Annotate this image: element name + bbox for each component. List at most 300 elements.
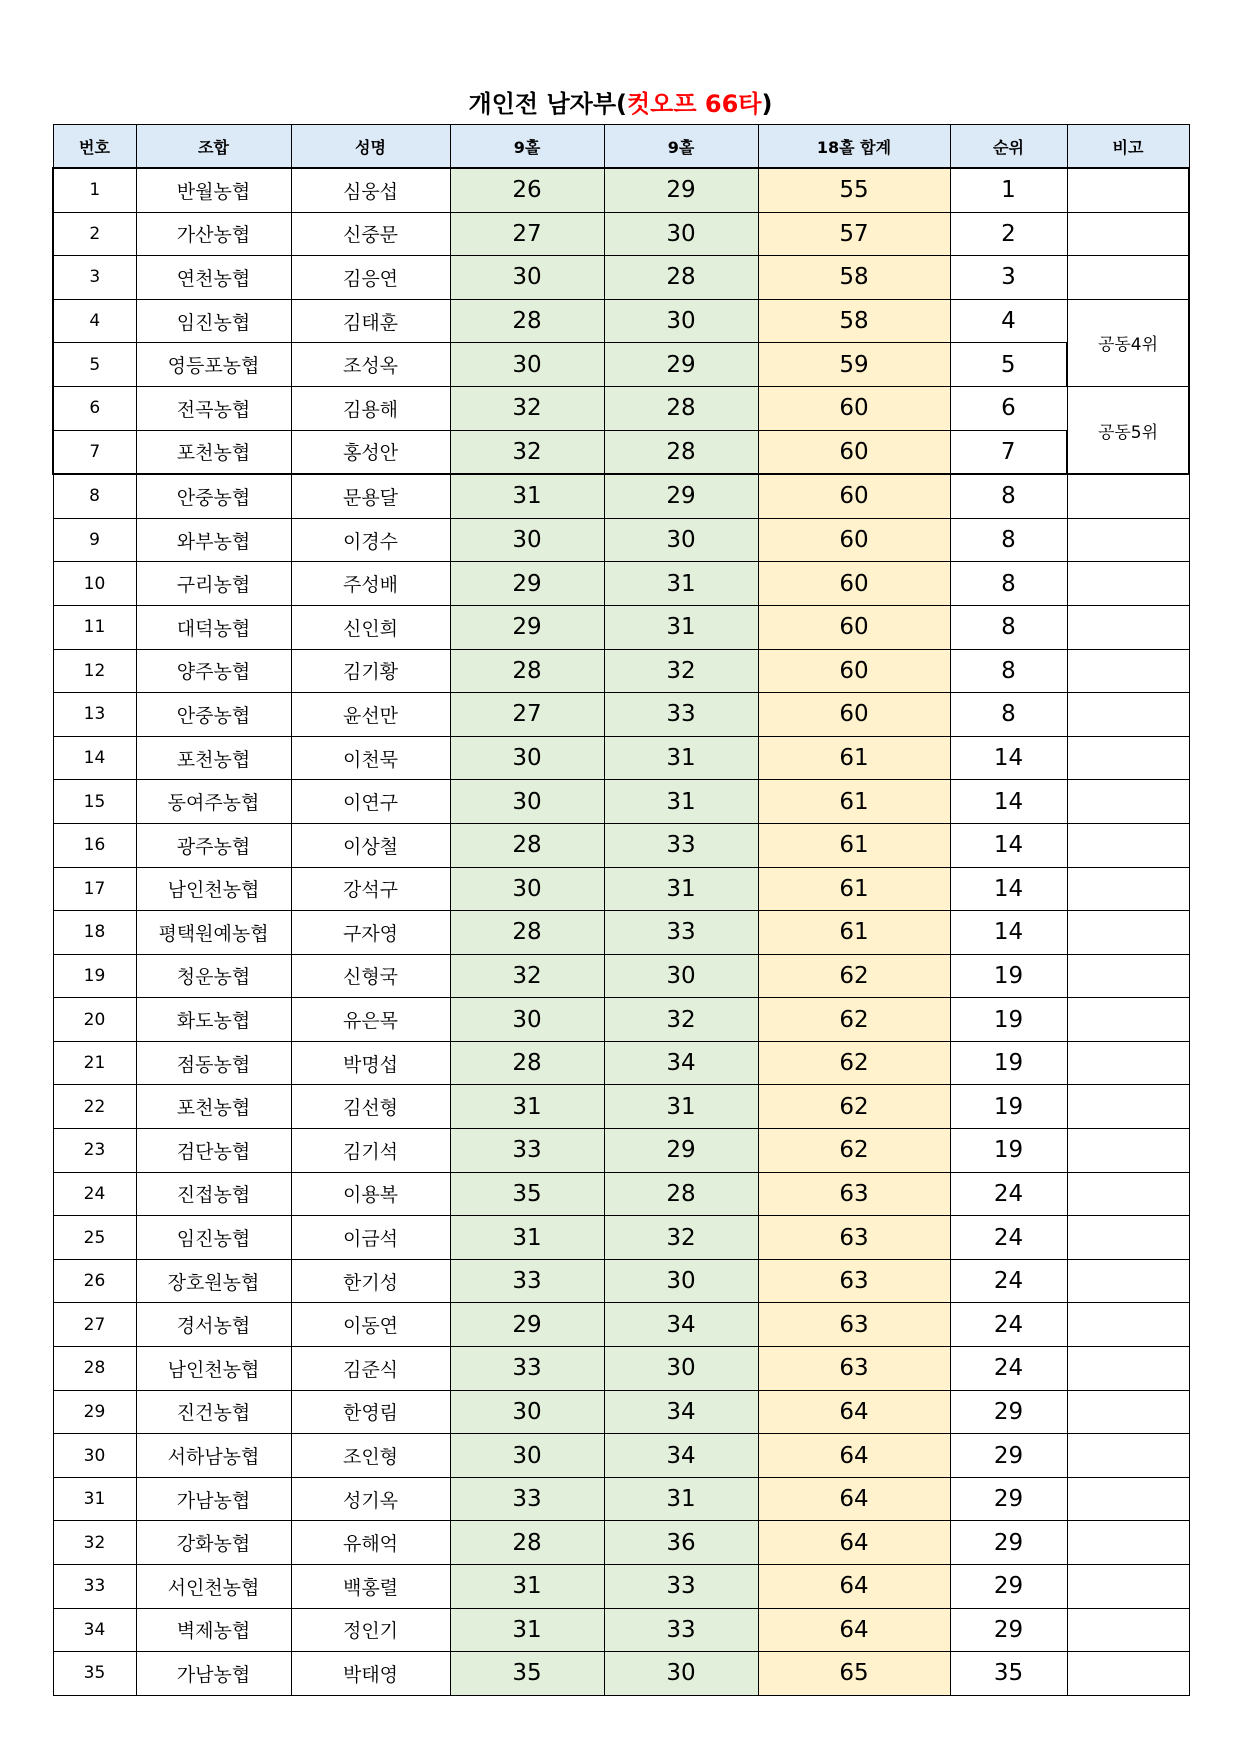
row-number: 34 bbox=[53, 1608, 136, 1652]
row-note bbox=[1067, 911, 1189, 955]
row-name: 김준식 bbox=[291, 1347, 450, 1391]
row-back-nine: 33 bbox=[604, 911, 758, 955]
row-number: 13 bbox=[53, 693, 136, 737]
row-name: 심웅섭 bbox=[291, 168, 450, 212]
row-club: 벽제농협 bbox=[136, 1608, 291, 1652]
row-back-nine: 34 bbox=[604, 1303, 758, 1347]
row-name: 주성배 bbox=[291, 562, 450, 606]
row-name: 김응연 bbox=[291, 256, 450, 300]
row-front-nine: 30 bbox=[450, 736, 604, 780]
row-back-nine: 29 bbox=[604, 1129, 758, 1173]
row-back-nine: 31 bbox=[604, 867, 758, 911]
row-name: 이금석 bbox=[291, 1216, 450, 1260]
row-note bbox=[1067, 605, 1189, 649]
page-title bbox=[0, 84, 1241, 119]
row-rank: 8 bbox=[950, 693, 1067, 737]
row-total: 61 bbox=[758, 911, 950, 955]
row-number: 29 bbox=[53, 1390, 136, 1434]
row-back-nine: 28 bbox=[604, 430, 758, 474]
row-note bbox=[1067, 474, 1189, 518]
row-note bbox=[1067, 518, 1189, 562]
row-total: 58 bbox=[758, 299, 950, 343]
row-club: 포천농협 bbox=[136, 430, 291, 474]
row-name: 김기황 bbox=[291, 649, 450, 693]
row-club: 안중농협 bbox=[136, 474, 291, 518]
row-name: 한기성 bbox=[291, 1259, 450, 1303]
row-note bbox=[1067, 562, 1189, 606]
row-number: 19 bbox=[53, 954, 136, 998]
row-front-nine: 28 bbox=[450, 823, 604, 867]
title-suffix: ) bbox=[761, 90, 773, 118]
row-rank: 1 bbox=[950, 168, 1067, 212]
row-total: 61 bbox=[758, 823, 950, 867]
row-total: 60 bbox=[758, 605, 950, 649]
row-name: 문용달 bbox=[291, 474, 450, 518]
row-name: 박명섭 bbox=[291, 1041, 450, 1085]
row-front-nine: 31 bbox=[450, 1608, 604, 1652]
row-total: 63 bbox=[758, 1347, 950, 1391]
row-total: 57 bbox=[758, 212, 950, 256]
table-row bbox=[53, 518, 1189, 562]
table-row bbox=[53, 1129, 1189, 1173]
row-back-nine: 31 bbox=[604, 780, 758, 824]
row-note bbox=[1067, 693, 1189, 737]
row-name: 유은목 bbox=[291, 998, 450, 1042]
row-front-nine: 27 bbox=[450, 693, 604, 737]
row-number: 35 bbox=[53, 1652, 136, 1696]
row-back-nine: 28 bbox=[604, 1172, 758, 1216]
row-back-nine: 29 bbox=[604, 343, 758, 387]
row-name: 이경수 bbox=[291, 518, 450, 562]
row-number: 21 bbox=[53, 1041, 136, 1085]
row-rank: 19 bbox=[950, 1041, 1067, 1085]
table-row bbox=[53, 823, 1189, 867]
row-rank: 29 bbox=[950, 1608, 1067, 1652]
row-rank: 14 bbox=[950, 780, 1067, 824]
row-front-nine: 28 bbox=[450, 1521, 604, 1565]
row-rank: 8 bbox=[950, 518, 1067, 562]
row-back-nine: 31 bbox=[604, 562, 758, 606]
row-note bbox=[1067, 1041, 1189, 1085]
row-rank: 24 bbox=[950, 1347, 1067, 1391]
row-front-nine: 28 bbox=[450, 299, 604, 343]
row-total: 60 bbox=[758, 430, 950, 474]
row-rank: 24 bbox=[950, 1303, 1067, 1347]
row-name: 김용해 bbox=[291, 386, 450, 430]
row-total: 61 bbox=[758, 780, 950, 824]
table-row bbox=[53, 474, 1189, 518]
row-name: 김선형 bbox=[291, 1085, 450, 1129]
row-club: 동여주농협 bbox=[136, 780, 291, 824]
header-number: 번호 bbox=[53, 125, 136, 169]
row-back-nine: 33 bbox=[604, 823, 758, 867]
row-note bbox=[1067, 1477, 1189, 1521]
row-club: 양주농협 bbox=[136, 649, 291, 693]
row-total: 63 bbox=[758, 1303, 950, 1347]
row-total: 59 bbox=[758, 343, 950, 387]
row-name: 백홍렬 bbox=[291, 1565, 450, 1609]
row-total: 62 bbox=[758, 998, 950, 1042]
table-row bbox=[53, 736, 1189, 780]
row-total: 60 bbox=[758, 386, 950, 430]
row-back-nine: 34 bbox=[604, 1434, 758, 1478]
row-number: 16 bbox=[53, 823, 136, 867]
row-number: 9 bbox=[53, 518, 136, 562]
row-front-nine: 29 bbox=[450, 605, 604, 649]
table-row bbox=[53, 1041, 1189, 1085]
table-row bbox=[53, 1085, 1189, 1129]
table-row bbox=[53, 212, 1189, 256]
row-note bbox=[1067, 954, 1189, 998]
row-front-nine: 35 bbox=[450, 1172, 604, 1216]
row-total: 64 bbox=[758, 1390, 950, 1434]
row-total: 63 bbox=[758, 1216, 950, 1260]
row-name: 신인희 bbox=[291, 605, 450, 649]
row-total: 64 bbox=[758, 1565, 950, 1609]
row-total: 62 bbox=[758, 1041, 950, 1085]
row-front-nine: 30 bbox=[450, 780, 604, 824]
row-club: 남인천농협 bbox=[136, 867, 291, 911]
row-back-nine: 33 bbox=[604, 693, 758, 737]
row-note bbox=[1067, 1172, 1189, 1216]
row-name: 이동연 bbox=[291, 1303, 450, 1347]
row-name: 정인기 bbox=[291, 1608, 450, 1652]
row-name: 조성옥 bbox=[291, 343, 450, 387]
row-note bbox=[1067, 1085, 1189, 1129]
row-total: 55 bbox=[758, 168, 950, 212]
table-row bbox=[53, 1565, 1189, 1609]
row-rank: 14 bbox=[950, 736, 1067, 780]
row-note bbox=[1067, 867, 1189, 911]
row-rank: 5 bbox=[950, 343, 1067, 387]
header-total: 18홀 합계 bbox=[758, 125, 950, 169]
row-club: 대덕농협 bbox=[136, 605, 291, 649]
row-number: 17 bbox=[53, 867, 136, 911]
row-rank: 29 bbox=[950, 1565, 1067, 1609]
table-row bbox=[53, 256, 1189, 300]
table-row bbox=[53, 998, 1189, 1042]
row-back-nine: 30 bbox=[604, 1259, 758, 1303]
row-front-nine: 33 bbox=[450, 1347, 604, 1391]
table-row bbox=[53, 693, 1189, 737]
row-number: 14 bbox=[53, 736, 136, 780]
row-total: 60 bbox=[758, 562, 950, 606]
row-note bbox=[1067, 998, 1189, 1042]
row-total: 61 bbox=[758, 736, 950, 780]
table-row bbox=[53, 954, 1189, 998]
row-number: 1 bbox=[53, 168, 136, 212]
row-name: 이용복 bbox=[291, 1172, 450, 1216]
table-row bbox=[53, 1652, 1189, 1696]
row-front-nine: 27 bbox=[450, 212, 604, 256]
row-number: 4 bbox=[53, 299, 136, 343]
row-total: 64 bbox=[758, 1477, 950, 1521]
row-front-nine: 28 bbox=[450, 649, 604, 693]
row-rank: 3 bbox=[950, 256, 1067, 300]
row-note bbox=[1067, 1652, 1189, 1696]
row-club: 장호원농협 bbox=[136, 1259, 291, 1303]
row-total: 64 bbox=[758, 1608, 950, 1652]
row-back-nine: 31 bbox=[604, 1085, 758, 1129]
row-name: 조인형 bbox=[291, 1434, 450, 1478]
row-name: 김태훈 bbox=[291, 299, 450, 343]
row-club: 평택원예농협 bbox=[136, 911, 291, 955]
row-club: 강화농협 bbox=[136, 1521, 291, 1565]
row-rank: 14 bbox=[950, 867, 1067, 911]
row-front-nine: 30 bbox=[450, 867, 604, 911]
row-front-nine: 30 bbox=[450, 343, 604, 387]
row-front-nine: 26 bbox=[450, 168, 604, 212]
table-row bbox=[53, 867, 1189, 911]
row-note bbox=[1067, 649, 1189, 693]
row-club: 점동농협 bbox=[136, 1041, 291, 1085]
row-name: 홍성안 bbox=[291, 430, 450, 474]
table-row bbox=[53, 649, 1189, 693]
table-row bbox=[53, 1259, 1189, 1303]
row-number: 10 bbox=[53, 562, 136, 606]
header-back-nine: 9홀 bbox=[604, 125, 758, 169]
row-back-nine: 29 bbox=[604, 474, 758, 518]
row-rank: 24 bbox=[950, 1216, 1067, 1260]
table-row bbox=[53, 605, 1189, 649]
row-note bbox=[1067, 1347, 1189, 1391]
row-name: 이상철 bbox=[291, 823, 450, 867]
row-club: 광주농협 bbox=[136, 823, 291, 867]
row-front-nine: 30 bbox=[450, 998, 604, 1042]
row-total: 62 bbox=[758, 1129, 950, 1173]
row-club: 서인천농협 bbox=[136, 1565, 291, 1609]
row-number: 23 bbox=[53, 1129, 136, 1173]
row-front-nine: 33 bbox=[450, 1477, 604, 1521]
row-number: 2 bbox=[53, 212, 136, 256]
row-club: 화도농협 bbox=[136, 998, 291, 1042]
row-note: 공동4위 bbox=[1067, 299, 1189, 386]
row-club: 임진농협 bbox=[136, 1216, 291, 1260]
table-row bbox=[53, 1608, 1189, 1652]
row-total: 63 bbox=[758, 1259, 950, 1303]
row-front-nine: 28 bbox=[450, 1041, 604, 1085]
row-number: 33 bbox=[53, 1565, 136, 1609]
row-total: 61 bbox=[758, 867, 950, 911]
row-front-nine: 29 bbox=[450, 1303, 604, 1347]
row-rank: 29 bbox=[950, 1521, 1067, 1565]
row-number: 30 bbox=[53, 1434, 136, 1478]
table-row bbox=[53, 911, 1189, 955]
row-note bbox=[1067, 1390, 1189, 1434]
table-row bbox=[53, 1477, 1189, 1521]
row-rank: 29 bbox=[950, 1477, 1067, 1521]
row-rank: 24 bbox=[950, 1259, 1067, 1303]
row-name: 김기석 bbox=[291, 1129, 450, 1173]
row-club: 서하남농협 bbox=[136, 1434, 291, 1478]
row-note bbox=[1067, 256, 1189, 300]
row-front-nine: 31 bbox=[450, 1565, 604, 1609]
row-number: 7 bbox=[53, 430, 136, 474]
table-row bbox=[53, 299, 1189, 343]
row-number: 24 bbox=[53, 1172, 136, 1216]
row-rank: 29 bbox=[950, 1390, 1067, 1434]
table-row bbox=[53, 1172, 1189, 1216]
row-note bbox=[1067, 168, 1189, 212]
row-rank: 19 bbox=[950, 1129, 1067, 1173]
table-row bbox=[53, 430, 1189, 474]
row-total: 63 bbox=[758, 1172, 950, 1216]
row-number: 22 bbox=[53, 1085, 136, 1129]
row-number: 15 bbox=[53, 780, 136, 824]
row-total: 60 bbox=[758, 474, 950, 518]
row-note bbox=[1067, 1259, 1189, 1303]
row-club: 연천농협 bbox=[136, 256, 291, 300]
row-name: 이천묵 bbox=[291, 736, 450, 780]
row-name: 신중문 bbox=[291, 212, 450, 256]
row-back-nine: 29 bbox=[604, 168, 758, 212]
row-back-nine: 31 bbox=[604, 1477, 758, 1521]
row-club: 영등포농협 bbox=[136, 343, 291, 387]
row-back-nine: 30 bbox=[604, 1652, 758, 1696]
title-cutoff: 컷오프 66타 bbox=[626, 90, 762, 118]
row-back-nine: 28 bbox=[604, 386, 758, 430]
row-rank: 7 bbox=[950, 430, 1067, 474]
title-prefix: 개인전 남자부( bbox=[468, 90, 627, 118]
row-front-nine: 30 bbox=[450, 256, 604, 300]
row-name: 신형국 bbox=[291, 954, 450, 998]
row-number: 31 bbox=[53, 1477, 136, 1521]
row-front-nine: 31 bbox=[450, 1085, 604, 1129]
row-rank: 19 bbox=[950, 1085, 1067, 1129]
table-row bbox=[53, 1390, 1189, 1434]
row-club: 진건농협 bbox=[136, 1390, 291, 1434]
row-back-nine: 32 bbox=[604, 1216, 758, 1260]
row-number: 6 bbox=[53, 386, 136, 430]
header-front-nine: 9홀 bbox=[450, 125, 604, 169]
row-note bbox=[1067, 1303, 1189, 1347]
row-number: 3 bbox=[53, 256, 136, 300]
row-front-nine: 35 bbox=[450, 1652, 604, 1696]
row-club: 가산농협 bbox=[136, 212, 291, 256]
row-total: 60 bbox=[758, 518, 950, 562]
row-club: 청운농협 bbox=[136, 954, 291, 998]
header-row bbox=[53, 125, 1189, 169]
row-name: 이연구 bbox=[291, 780, 450, 824]
row-rank: 8 bbox=[950, 605, 1067, 649]
row-rank: 29 bbox=[950, 1434, 1067, 1478]
row-note bbox=[1067, 780, 1189, 824]
row-rank: 19 bbox=[950, 998, 1067, 1042]
table-row bbox=[53, 562, 1189, 606]
row-name: 구자영 bbox=[291, 911, 450, 955]
row-number: 28 bbox=[53, 1347, 136, 1391]
row-club: 경서농협 bbox=[136, 1303, 291, 1347]
row-total: 65 bbox=[758, 1652, 950, 1696]
row-club: 와부농협 bbox=[136, 518, 291, 562]
row-note bbox=[1067, 212, 1189, 256]
row-rank: 19 bbox=[950, 954, 1067, 998]
row-front-nine: 32 bbox=[450, 954, 604, 998]
table-row bbox=[53, 1521, 1189, 1565]
row-back-nine: 34 bbox=[604, 1041, 758, 1085]
row-back-nine: 31 bbox=[604, 736, 758, 780]
row-club: 구리농협 bbox=[136, 562, 291, 606]
row-front-nine: 33 bbox=[450, 1259, 604, 1303]
row-club: 가남농협 bbox=[136, 1652, 291, 1696]
row-note bbox=[1067, 736, 1189, 780]
row-note bbox=[1067, 1216, 1189, 1260]
table-row bbox=[53, 386, 1189, 430]
row-number: 18 bbox=[53, 911, 136, 955]
row-front-nine: 28 bbox=[450, 911, 604, 955]
row-note bbox=[1067, 1129, 1189, 1173]
table-row bbox=[53, 1303, 1189, 1347]
row-rank: 14 bbox=[950, 911, 1067, 955]
row-rank: 8 bbox=[950, 649, 1067, 693]
row-rank: 8 bbox=[950, 474, 1067, 518]
row-front-nine: 30 bbox=[450, 1434, 604, 1478]
row-club: 진접농협 bbox=[136, 1172, 291, 1216]
row-rank: 6 bbox=[950, 386, 1067, 430]
row-front-nine: 33 bbox=[450, 1129, 604, 1173]
row-name: 윤선만 bbox=[291, 693, 450, 737]
row-front-nine: 30 bbox=[450, 1390, 604, 1434]
row-total: 62 bbox=[758, 954, 950, 998]
row-total: 64 bbox=[758, 1521, 950, 1565]
row-total: 60 bbox=[758, 649, 950, 693]
header-club: 조합 bbox=[136, 125, 291, 169]
row-front-nine: 32 bbox=[450, 430, 604, 474]
row-note bbox=[1067, 1521, 1189, 1565]
row-note bbox=[1067, 823, 1189, 867]
table-row bbox=[53, 1216, 1189, 1260]
row-back-nine: 30 bbox=[604, 299, 758, 343]
row-note: 공동5위 bbox=[1067, 386, 1189, 474]
row-rank: 24 bbox=[950, 1172, 1067, 1216]
row-club: 포천농협 bbox=[136, 1085, 291, 1129]
table-row bbox=[53, 780, 1189, 824]
row-rank: 14 bbox=[950, 823, 1067, 867]
results-table bbox=[52, 124, 1190, 1696]
table-row bbox=[53, 343, 1189, 387]
row-rank: 2 bbox=[950, 212, 1067, 256]
row-back-nine: 30 bbox=[604, 518, 758, 562]
row-name: 한영림 bbox=[291, 1390, 450, 1434]
row-back-nine: 34 bbox=[604, 1390, 758, 1434]
row-back-nine: 30 bbox=[604, 1347, 758, 1391]
row-note bbox=[1067, 1608, 1189, 1652]
row-front-nine: 31 bbox=[450, 474, 604, 518]
row-club: 전곡농협 bbox=[136, 386, 291, 430]
row-total: 58 bbox=[758, 256, 950, 300]
row-club: 가남농협 bbox=[136, 1477, 291, 1521]
table-row bbox=[53, 168, 1189, 212]
row-name: 유해억 bbox=[291, 1521, 450, 1565]
row-back-nine: 33 bbox=[604, 1565, 758, 1609]
header-rank: 순위 bbox=[950, 125, 1067, 169]
row-number: 12 bbox=[53, 649, 136, 693]
row-note bbox=[1067, 1565, 1189, 1609]
row-back-nine: 36 bbox=[604, 1521, 758, 1565]
row-front-nine: 30 bbox=[450, 518, 604, 562]
row-club: 검단농협 bbox=[136, 1129, 291, 1173]
row-back-nine: 28 bbox=[604, 256, 758, 300]
row-number: 5 bbox=[53, 343, 136, 387]
row-rank: 8 bbox=[950, 562, 1067, 606]
row-club: 임진농협 bbox=[136, 299, 291, 343]
row-rank: 4 bbox=[950, 299, 1067, 343]
row-number: 27 bbox=[53, 1303, 136, 1347]
row-front-nine: 29 bbox=[450, 562, 604, 606]
row-number: 11 bbox=[53, 605, 136, 649]
table-row bbox=[53, 1347, 1189, 1391]
row-note bbox=[1067, 1434, 1189, 1478]
